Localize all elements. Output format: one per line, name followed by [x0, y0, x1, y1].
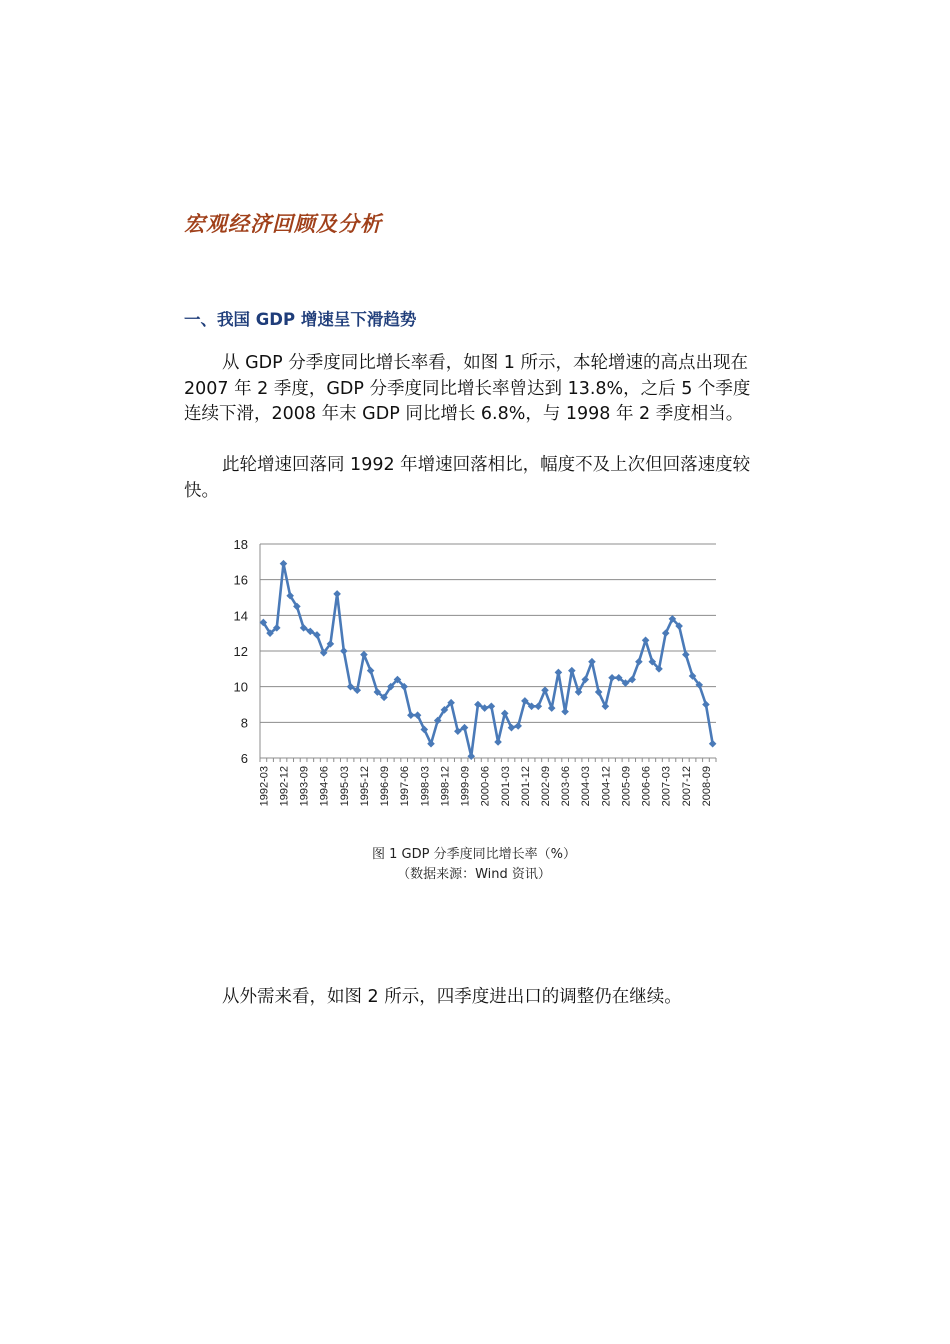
x-tick-label: 1994-06 [318, 766, 331, 807]
data-point [541, 686, 549, 694]
y-tick-label: 14 [233, 608, 248, 624]
data-point [333, 590, 341, 598]
data-point [555, 669, 563, 677]
x-tick-label: 1993-09 [298, 766, 311, 807]
x-tick-label: 1997-06 [399, 766, 412, 807]
section-heading: 一、我国 GDP 增速呈下滑趋势 [184, 310, 417, 329]
y-tick-label: 16 [233, 572, 248, 588]
x-tick-label: 2008-09 [700, 766, 713, 807]
x-tick-label: 2001-03 [499, 766, 512, 807]
x-tick-label: 2007-03 [660, 766, 673, 807]
body-paragraph-3: 从外需来看，如图 2 所示，四季度进出口的调整仍在继续。 [222, 987, 682, 1007]
gdp-growth-chart [215, 530, 735, 830]
data-point [494, 738, 502, 746]
data-point [635, 658, 643, 666]
y-tick-label: 18 [233, 537, 248, 552]
x-tick-label: 2002-09 [540, 766, 552, 807]
body-paragraph-2: 此轮增速回落同 1992 年增速回落相比，幅度不及上次但回落速度较快。 [184, 455, 751, 501]
data-point [534, 702, 542, 710]
y-tick-label: 8 [240, 715, 248, 731]
x-tick-label: 2004-12 [600, 766, 613, 807]
data-point [548, 704, 556, 712]
x-tick-label: 1998-12 [439, 766, 452, 807]
data-point [360, 651, 368, 659]
x-tick-label: 2006-06 [640, 766, 653, 807]
data-point [682, 651, 690, 659]
data-point [467, 752, 475, 760]
x-tick-label: 1995-03 [338, 766, 351, 807]
x-tick-label: 2007-12 [680, 766, 693, 807]
figure-source: （数据来源：Wind 资讯） [397, 867, 551, 882]
x-tick-label: 1996-09 [379, 766, 392, 807]
data-point [608, 674, 616, 682]
data-point [588, 658, 596, 666]
data-point [407, 711, 415, 719]
data-point [367, 667, 375, 675]
figure-caption: 图 1 GDP 分季度同比增长率（%） [372, 847, 576, 862]
x-tick-label: 2004-03 [580, 766, 593, 807]
y-tick-label: 6 [240, 751, 248, 766]
page-title: 宏观经济回顾及分析 [184, 212, 382, 236]
x-tick-label: 2003-06 [560, 766, 573, 807]
data-point [488, 702, 496, 710]
data-point [280, 560, 288, 568]
x-tick-label: 1992-12 [278, 766, 291, 807]
x-tick-label: 1995-12 [358, 766, 371, 807]
data-point [561, 708, 569, 716]
x-tick-label: 2000-06 [479, 766, 492, 807]
data-point [568, 667, 576, 675]
data-point [709, 740, 717, 748]
data-point [340, 647, 348, 655]
y-tick-label: 12 [233, 644, 248, 659]
body-paragraph-1: 从 GDP 分季度同比增长率看，如图 1 所示，本轮增速的高点出现在 2007 年 2 季度，GDP 分季度同比增长率曾达到 13.8%，之后 5 个季度连续下滑，2008 年末 GDP 同比增长 6.8%，与 1998 年 2 季度相当。 [184, 353, 751, 424]
series-line [263, 564, 712, 757]
x-tick-label: 2005-09 [620, 766, 633, 807]
data-point [702, 701, 710, 709]
data-point [514, 722, 522, 730]
data-point [642, 637, 650, 645]
gdp-growth-chart-svg [215, 530, 735, 830]
x-tick-label: 1998-03 [419, 766, 432, 807]
y-tick-label: 10 [233, 679, 248, 695]
x-tick-label: 1999-09 [459, 766, 472, 807]
x-tick-label: 2001-12 [519, 766, 532, 807]
x-tick-label: 1992-03 [258, 766, 271, 807]
